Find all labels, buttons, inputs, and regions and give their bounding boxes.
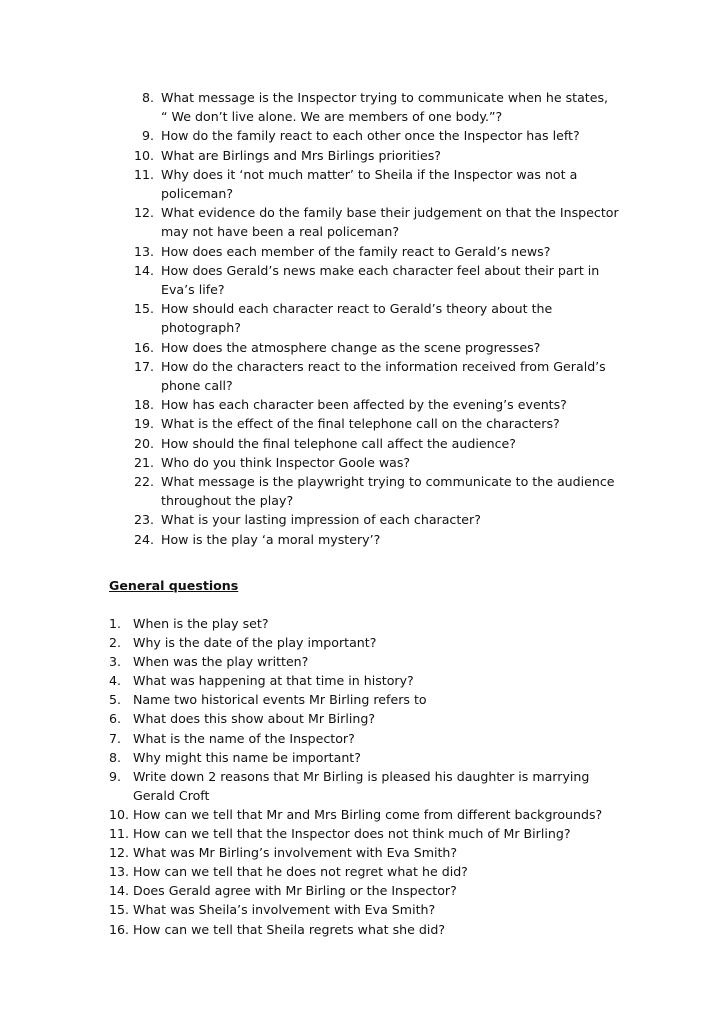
general-questions-list bbox=[109, 614, 629, 939]
list-item bbox=[130, 261, 630, 299]
item-text-line: What message is the Inspector trying to communicate when he states, bbox=[161, 90, 609, 105]
list-item bbox=[109, 709, 629, 728]
list-item bbox=[109, 690, 629, 709]
item-text-line: How do the family react to each other once the Inspector has left? bbox=[161, 128, 580, 144]
item-text-line: What is the effect of the final telephone call on the characters? bbox=[161, 416, 560, 432]
item-number: 14. bbox=[133, 262, 154, 278]
list-item bbox=[109, 824, 629, 843]
item-text-line: What was happening at that time in history? bbox=[133, 673, 414, 689]
item-text-line: How should each character react to Gerald’s theory about the bbox=[161, 301, 553, 317]
item-text-line: photograph? bbox=[161, 320, 241, 336]
item-text bbox=[154, 338, 630, 357]
item-text bbox=[154, 165, 630, 203]
item-text-line: How do the characters react to the information received from Gerald’s bbox=[161, 358, 606, 374]
item-text-line: What does this show about Mr Birling? bbox=[133, 711, 375, 727]
item-text-line: Eva’s life? bbox=[161, 282, 225, 298]
list-item bbox=[130, 242, 630, 261]
item-number: 20. bbox=[133, 435, 154, 451]
list-item bbox=[130, 88, 630, 126]
item-text-line: may not have been a real policeman? bbox=[161, 224, 400, 240]
item-text-line: How does Gerald’s news make each character feel about their part in bbox=[161, 262, 600, 278]
item-text bbox=[133, 671, 629, 690]
item-number: 1. bbox=[109, 616, 122, 631]
item-number: 13. bbox=[109, 864, 130, 880]
item-text bbox=[133, 805, 629, 824]
item-text-line: How has each character been affected by the evening’s events? bbox=[161, 397, 567, 413]
list-item bbox=[109, 614, 629, 633]
item-number: 4. bbox=[109, 673, 122, 689]
list-item bbox=[130, 472, 630, 510]
item-number: 3. bbox=[109, 654, 122, 670]
list-item bbox=[130, 338, 630, 357]
item-text-line: “ We don’t live alone. We are members of one body.”? bbox=[161, 109, 503, 125]
item-number: 17. bbox=[133, 358, 154, 374]
general-questions-heading: General questions bbox=[109, 578, 239, 593]
list-item bbox=[130, 146, 630, 165]
item-number: 11. bbox=[109, 826, 130, 842]
list-item bbox=[109, 633, 629, 652]
list-item bbox=[109, 748, 629, 767]
item-text bbox=[154, 510, 630, 529]
item-text-line: How can we tell that Sheila regrets what she did? bbox=[133, 921, 446, 937]
list-item bbox=[109, 671, 629, 690]
list-item bbox=[109, 729, 629, 748]
list-item bbox=[109, 920, 629, 939]
item-text bbox=[133, 900, 629, 919]
item-number: 15. bbox=[109, 902, 130, 918]
list-item bbox=[130, 434, 630, 453]
item-text-line: Name two historical events Mr Birling refers to bbox=[133, 692, 427, 708]
item-text bbox=[154, 299, 630, 337]
item-number: 14. bbox=[109, 883, 130, 899]
item-number: 16. bbox=[109, 921, 130, 937]
item-text-line: What evidence do the family base their judgement on that the Inspector bbox=[161, 205, 619, 221]
item-text-line: How does each member of the family react to Gerald’s news? bbox=[161, 243, 551, 259]
item-number: 9. bbox=[109, 768, 122, 784]
list-item bbox=[109, 843, 629, 862]
item-number: 10. bbox=[133, 147, 154, 163]
list-item bbox=[130, 414, 630, 433]
item-text bbox=[154, 126, 630, 145]
item-text bbox=[133, 862, 629, 881]
item-text-line: What is your lasting impression of each character? bbox=[161, 512, 481, 528]
item-number: 12. bbox=[109, 845, 130, 861]
item-text bbox=[154, 203, 630, 241]
item-text-line: How can we tell that Mr and Mrs Birling come from different backgrounds? bbox=[133, 806, 603, 822]
item-number: 8. bbox=[141, 90, 154, 105]
item-text bbox=[154, 88, 630, 126]
item-text-line: throughout the play? bbox=[161, 493, 294, 509]
item-number: 15. bbox=[133, 301, 154, 317]
item-number: 2. bbox=[109, 635, 122, 651]
item-text bbox=[133, 748, 629, 767]
item-text-line: How should the final telephone call affect the audience? bbox=[161, 435, 516, 451]
item-text bbox=[133, 881, 629, 900]
item-number: 7. bbox=[109, 730, 122, 746]
item-text bbox=[154, 146, 630, 165]
item-text bbox=[154, 453, 630, 472]
item-number: 21. bbox=[133, 454, 154, 470]
list-item bbox=[109, 652, 629, 671]
item-number: 8. bbox=[109, 749, 122, 765]
item-text bbox=[133, 652, 629, 671]
list-item bbox=[130, 126, 630, 145]
list-item bbox=[130, 530, 630, 549]
item-text bbox=[154, 414, 630, 433]
item-text bbox=[133, 729, 629, 748]
item-number: 23. bbox=[133, 512, 154, 528]
list-item bbox=[109, 767, 629, 805]
item-text bbox=[154, 261, 630, 299]
item-text bbox=[133, 614, 629, 633]
list-item bbox=[109, 900, 629, 919]
list-item bbox=[130, 165, 630, 203]
list-item bbox=[130, 395, 630, 414]
item-text-line: What are Birlings and Mrs Birlings priorities? bbox=[161, 147, 441, 163]
item-number: 19. bbox=[133, 416, 154, 432]
question-list-continued bbox=[130, 88, 630, 549]
item-number: 22. bbox=[133, 474, 154, 490]
list-item bbox=[130, 510, 630, 529]
item-number: 12. bbox=[133, 205, 154, 221]
item-text bbox=[133, 920, 629, 939]
item-number: 11. bbox=[133, 166, 154, 182]
list-item bbox=[130, 357, 630, 395]
item-number: 24. bbox=[133, 531, 154, 547]
item-text bbox=[154, 395, 630, 414]
list-item bbox=[109, 862, 629, 881]
item-number: 13. bbox=[133, 243, 154, 259]
item-text bbox=[133, 824, 629, 843]
list-item bbox=[109, 881, 629, 900]
item-text-line: Does Gerald agree with Mr Birling or the Inspector? bbox=[133, 883, 457, 899]
item-text-line: Gerald Croft bbox=[133, 787, 210, 803]
item-number: 16. bbox=[133, 339, 154, 355]
item-text bbox=[154, 357, 630, 395]
item-text-line: What is the name of the Inspector? bbox=[133, 730, 355, 746]
list-item bbox=[130, 453, 630, 472]
item-text-line: What message is the playwright trying to communicate to the audience bbox=[161, 474, 615, 490]
item-text-line: How can we tell that he does not regret what he did? bbox=[133, 864, 468, 880]
list-item bbox=[130, 203, 630, 241]
item-text bbox=[133, 843, 629, 862]
item-text bbox=[154, 434, 630, 453]
item-text bbox=[154, 530, 630, 549]
item-number: 9. bbox=[141, 128, 154, 144]
item-text-line: How is the play ‘a moral mystery’? bbox=[161, 531, 381, 547]
item-number: 5. bbox=[109, 692, 122, 708]
item-text bbox=[133, 709, 629, 728]
item-text-line: How can we tell that the Inspector does not think much of Mr Birling? bbox=[133, 826, 571, 842]
item-text-line: Why is the date of the play important? bbox=[133, 635, 377, 651]
list-item bbox=[109, 805, 629, 824]
item-text-line: Write down 2 reasons that Mr Birling is pleased his daughter is marrying bbox=[133, 768, 590, 784]
item-text-line: policeman? bbox=[161, 186, 234, 202]
item-text-line: How does the atmosphere change as the scene progresses? bbox=[161, 339, 541, 355]
item-text bbox=[133, 633, 629, 652]
item-text-line: What was Sheila’s involvement with Eva Smith? bbox=[133, 902, 436, 918]
item-text-line: phone call? bbox=[161, 378, 233, 394]
item-text-line: Why might this name be important? bbox=[133, 749, 361, 765]
item-text-line: When is the play set? bbox=[133, 616, 269, 631]
item-text-line: When was the play written? bbox=[133, 654, 309, 670]
list-item bbox=[130, 299, 630, 337]
item-number: 6. bbox=[109, 711, 122, 727]
item-text-line: What was Mr Birling’s involvement with Eva Smith? bbox=[133, 845, 458, 861]
item-text bbox=[154, 472, 630, 510]
item-text bbox=[154, 242, 630, 261]
item-text bbox=[133, 767, 629, 805]
item-number: 10. bbox=[109, 806, 130, 822]
item-text-line: Who do you think Inspector Goole was? bbox=[161, 454, 411, 470]
item-text-line: Why does it ‘not much matter’ to Sheila if the Inspector was not a bbox=[161, 166, 578, 182]
item-text bbox=[133, 690, 629, 709]
item-number: 18. bbox=[133, 397, 154, 413]
